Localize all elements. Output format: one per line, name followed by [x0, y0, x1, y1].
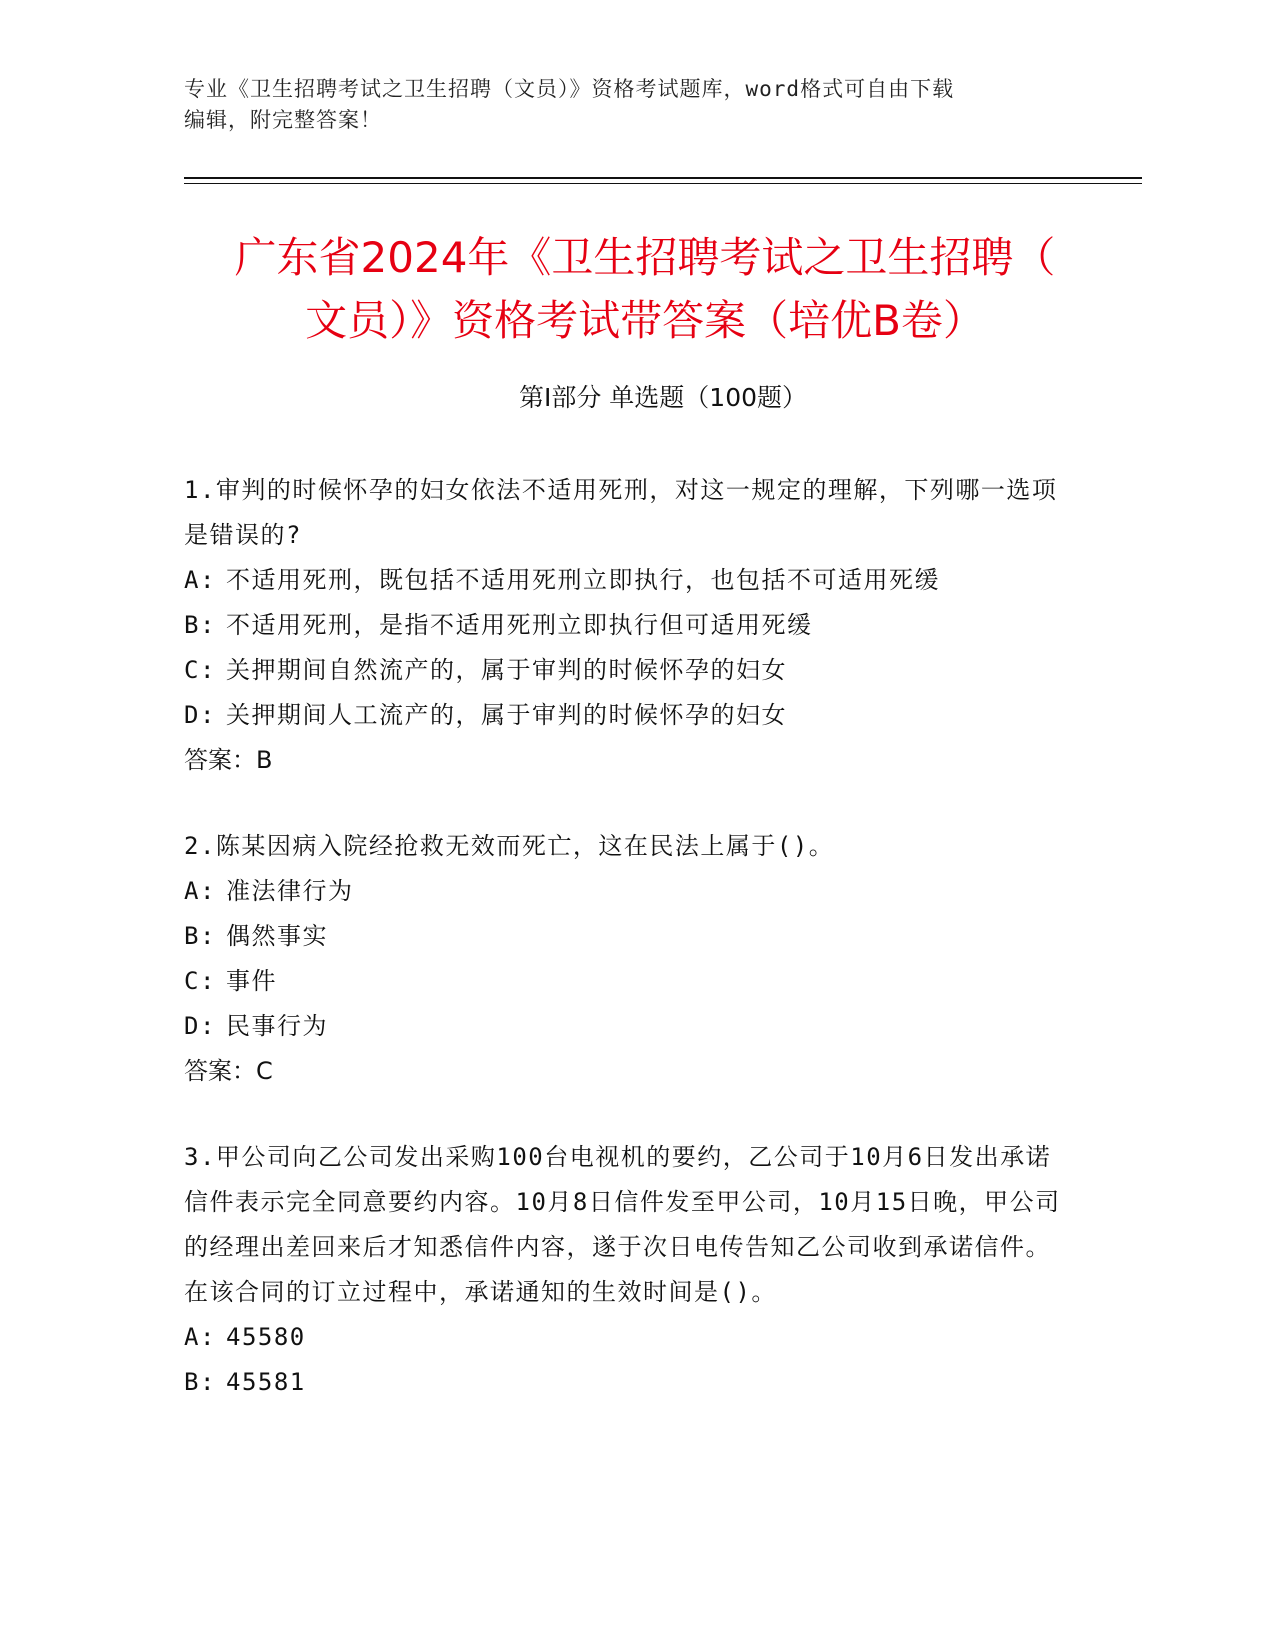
option-d [184, 1004, 1064, 1049]
option-b [184, 1360, 1064, 1405]
option-text: 偶然事实 [226, 922, 328, 950]
option-key: B: [184, 922, 216, 950]
option-text: 不适用死刑，是指不适用死刑立即执行但可适用死缓 [226, 611, 813, 639]
option-text: 关押期间自然流产的，属于审判的时候怀孕的妇女 [226, 656, 787, 684]
page-header [184, 74, 1084, 136]
option-text: 45581 [226, 1368, 306, 1396]
option-text: 准法律行为 [226, 877, 354, 905]
section-heading: 第Ⅰ部分 单选题（100题） [518, 383, 808, 412]
option-text: 事件 [226, 967, 277, 995]
option-key: C: [184, 656, 216, 684]
option-c [184, 648, 1064, 693]
option-key: A: [184, 1323, 216, 1351]
answer-line: 答案：B [184, 746, 273, 774]
header-line-2: 编辑，附完整答案！ [184, 108, 382, 132]
option-key: A: [184, 566, 216, 594]
option-key: A: [184, 877, 216, 905]
option-a [184, 558, 1064, 603]
option-b [184, 914, 1064, 959]
question-list [184, 468, 1064, 1446]
option-text: 关押期间人工流产的，属于审判的时候怀孕的妇女 [226, 701, 787, 729]
option-text: 45580 [226, 1323, 306, 1351]
option-b [184, 603, 1064, 648]
question-text: 2.陈某因病入院经抢救无效而死亡，这在民法上属于()。 [184, 832, 835, 860]
title-line-2: 文员）》资格考试带答案（培优B卷） [305, 296, 985, 345]
header-line-1: 专业《卫生招聘考试之卫生招聘（文员）》资格考试题库，word格式可自由下载 [184, 77, 955, 101]
option-text: 民事行为 [226, 1012, 328, 1040]
header-rule-thick [184, 177, 1142, 179]
question-3 [184, 1135, 1064, 1405]
option-text: 不适用死刑，既包括不适用死刑立即执行，也包括不可适用死缓 [226, 566, 940, 594]
header-rule-thin [184, 183, 1142, 184]
option-list [184, 558, 1064, 738]
option-d [184, 693, 1064, 738]
option-key: C: [184, 967, 216, 995]
option-a [184, 1315, 1064, 1360]
option-key: B: [184, 1368, 216, 1396]
option-list [184, 869, 1064, 1049]
option-list [184, 1315, 1064, 1405]
question-text: 3.甲公司向乙公司发出采购100台电视机的要约，乙公司于10月6日发出承诺信件表示完全同意要约内容。10月8日信件发至甲公司，10月15日晚，甲公司的经理出差回来后才知悉信件内容，遂于次日电传告知乙公司收到承诺信件。在该合同的订立过程中，承诺通知的生效时间是()。 [184, 1143, 1061, 1306]
question-2 [184, 824, 1064, 1094]
option-c [184, 959, 1064, 1004]
option-key: B: [184, 611, 216, 639]
option-key: D: [184, 701, 216, 729]
title-line-1: 广东省2024年《卫生招聘考试之卫生招聘（ [234, 233, 1056, 282]
question-1 [184, 468, 1064, 783]
document-title [160, 226, 1130, 352]
option-a [184, 869, 1064, 914]
question-text: 1.审判的时候怀孕的妇女依法不适用死刑，对这一规定的理解，下列哪一选项是错误的? [184, 476, 1058, 549]
answer-line: 答案：C [184, 1057, 273, 1085]
option-key: D: [184, 1012, 216, 1040]
